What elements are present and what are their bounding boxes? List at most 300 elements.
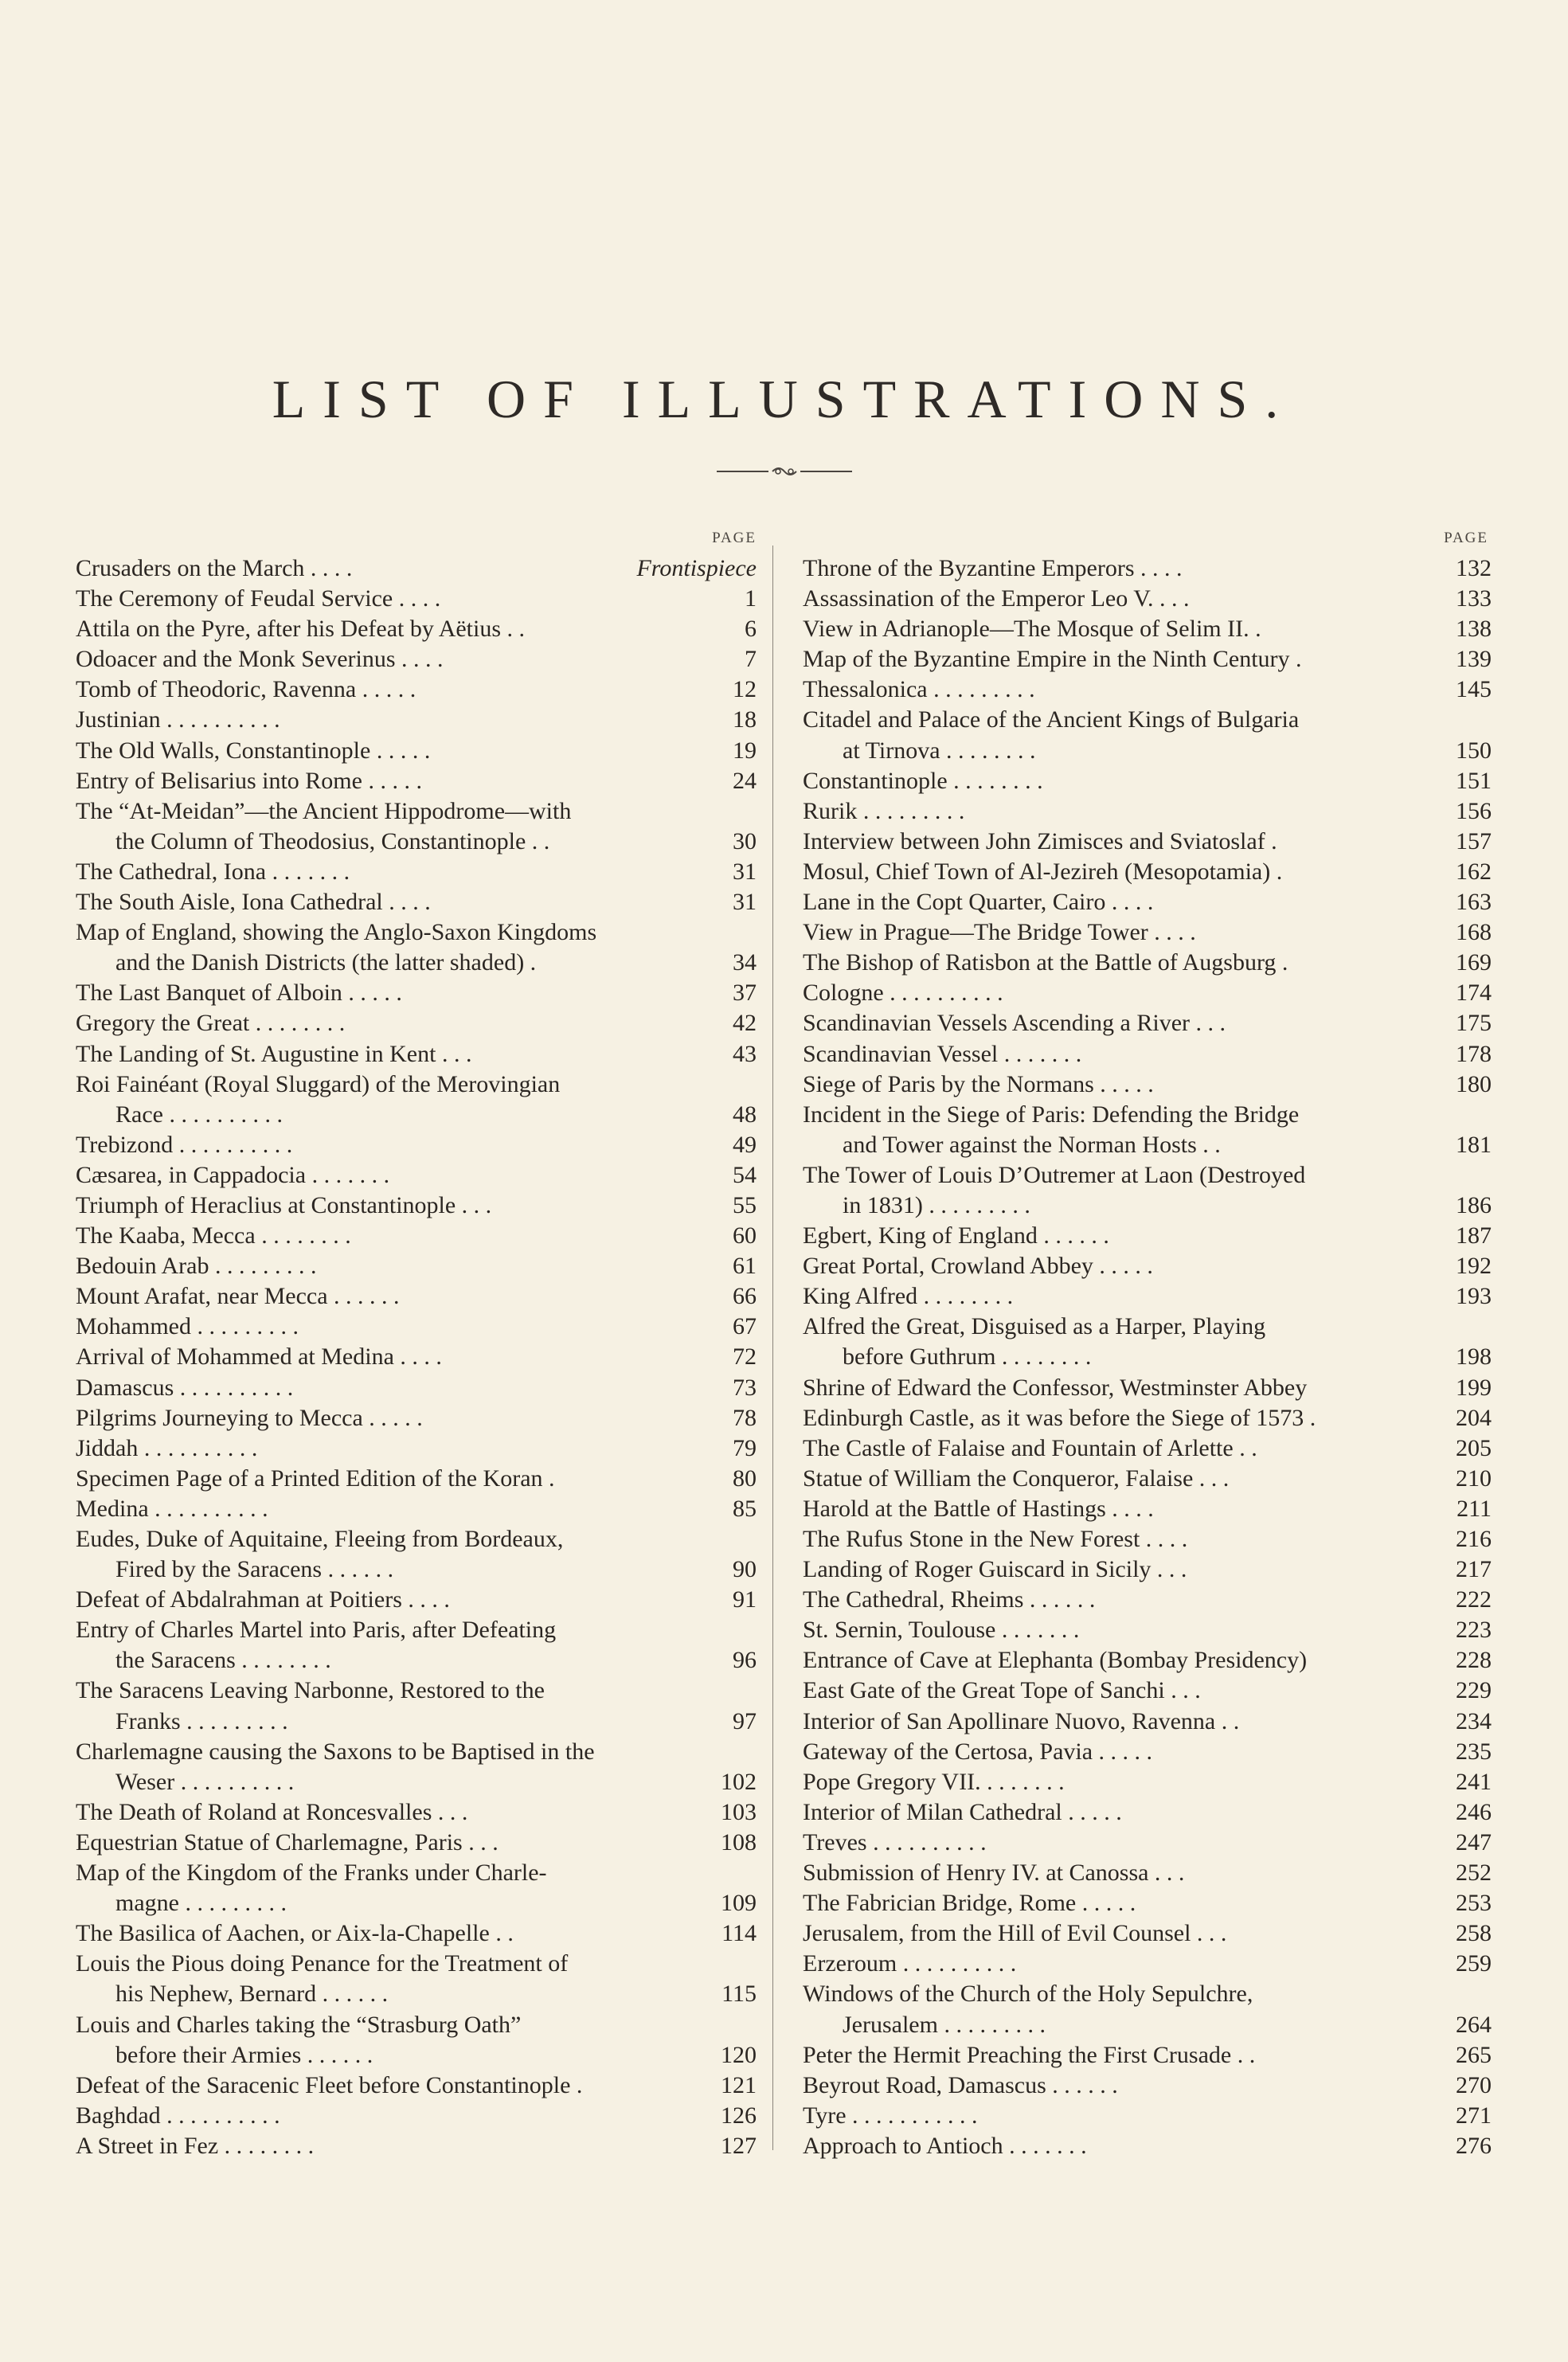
page-number: 223 [1456,1617,1492,1644]
illustration-title-line: Charlemagne causing the Saxons to be Baptised in the [76,1738,595,1765]
page-number: 168 [1456,919,1492,946]
page-number: 156 [1456,797,1492,824]
illustration-title [803,1828,1439,1858]
illustration-title [803,1373,1439,1403]
illustration-title [76,1312,704,1342]
illustration-title-continuation: Jerusalem . . . . . . . . . [843,2011,1046,2038]
page-number: 235 [1456,1738,1492,1765]
page-number: 7 [745,646,757,673]
page-number: 192 [1456,1253,1492,1280]
illustration-title [76,1281,704,1312]
list-item [803,1676,1492,1706]
list-item [76,1281,757,1312]
illustration-title-continuation: Fired by the Saracens . . . . . . [115,1556,394,1583]
page-number: 265 [1456,2041,1492,2068]
page-number: 210 [1456,1465,1492,1492]
illustration-title [803,1676,1439,1706]
illustration-title-line: The Cathedral, Rheims . . . . . . [803,1586,1096,1613]
illustration-title [803,766,1439,796]
illustration-title [76,1524,704,1585]
list-item [803,1888,1492,1918]
list-item [76,796,757,857]
list-item [803,1070,1492,1100]
illustration-title [76,1737,704,1797]
page-number: 127 [721,2132,757,2159]
illustration-title-line: King Alfred . . . . . . . . [803,1283,1014,1310]
page-number: 222 [1456,1586,1492,1613]
illustration-title [803,2040,1439,2071]
illustration-title [76,584,704,614]
illustration-title [803,1554,1439,1585]
illustration-title [803,1918,1439,1949]
page-number: 199 [1456,1374,1492,1401]
list-item [803,1707,1492,1737]
list-item [803,1645,1492,1676]
page-number: 61 [733,1253,757,1280]
illustration-title [803,2131,1439,2161]
illustration-title-line: The Basilica of Aachen, or Aix-la-Chapelle . . [76,1920,514,1947]
illustration-title-line: Medina . . . . . . . . . . [76,1495,268,1522]
illustration-title-line: View in Prague—The Bridge Tower . . . . [803,919,1196,946]
illustration-title [76,1342,704,1372]
page-number: 163 [1456,889,1492,916]
list-item [803,1221,1492,1251]
page-number: 115 [721,1981,757,2008]
illustration-title [803,1100,1439,1160]
list-item [803,948,1492,978]
illustration-title-continuation: Race . . . . . . . . . . [115,1101,283,1128]
illustration-title-line: Interior of Milan Cathedral . . . . . [803,1798,1122,1825]
page-number: 204 [1456,1404,1492,1431]
illustration-title [803,705,1439,765]
illustration-title-line: View in Adrianople—The Mosque of Selim II. . [803,616,1261,643]
list-item [803,1737,1492,1767]
illustration-title-continuation: the Saracens . . . . . . . . [115,1647,331,1674]
list-item [76,1312,757,1342]
illustration-title-line: Trebizond . . . . . . . . . . [76,1131,293,1158]
illustration-title [76,1403,704,1433]
illustration-title [803,584,1439,614]
illustration-title [76,1008,704,1038]
illustration-title-line: Attila on the Pyre, after his Defeat by Aëtius . . [76,616,526,643]
page-number: 270 [1456,2071,1492,2098]
list-item [803,1615,1492,1645]
page-number: 276 [1456,2132,1492,2159]
illustration-title [803,887,1439,917]
illustration-title-line: Entry of Belisarius into Rome . . . . . [76,767,422,794]
list-item [803,553,1492,584]
page-number: 79 [733,1434,757,1461]
list-item [803,1373,1492,1403]
illustration-title-continuation: and the Danish Districts (the latter shaded) . [115,949,537,976]
list-item [76,1008,757,1038]
illustration-title [803,1949,1439,1979]
illustration-title-line: Tomb of Theodoric, Ravenna . . . . . [76,676,416,703]
list-item [76,1858,757,1918]
illustration-title-line: Justinian . . . . . . . . . . [76,706,280,733]
illustration-title [803,1070,1439,1100]
illustration-title-line: Assassination of the Emperor Leo V. . . . [803,585,1190,612]
illustration-title-line: The Rufus Stone in the New Forest . . . . [803,1526,1188,1552]
list-item [803,1979,1492,2039]
list-item [76,1130,757,1160]
list-item [76,1221,757,1251]
page-number: 157 [1456,827,1492,854]
page-number: 108 [721,1828,757,1856]
illustration-title-line: The Landing of St. Augustine in Kent . . . [76,1040,472,1067]
illustration-title-line: Landing of Roger Guiscard in Sicily . . . [803,1556,1187,1583]
illustration-title-line: Mosul, Chief Town of Al-Jezireh (Mesopotamia) . [803,858,1283,885]
page-number: 72 [733,1343,757,1371]
illustration-title-line: Odoacer and the Monk Severinus . . . . [76,646,444,673]
page-number: 73 [733,1374,757,1401]
illustration-title-line: Scandinavian Vessels Ascending a River . . . [803,1010,1226,1037]
page-number: 178 [1456,1040,1492,1067]
list-item [803,1403,1492,1433]
list-item [803,614,1492,644]
list-item [803,1767,1492,1797]
page-number: 246 [1456,1798,1492,1825]
list-item [76,1433,757,1464]
page-number: 169 [1456,949,1492,976]
list-item [76,584,757,614]
page-number: 67 [733,1313,757,1340]
illustration-title-line: Cæsarea, in Cappadocia . . . . . . . [76,1161,390,1188]
illustration-title [803,1858,1439,1888]
page-number: 54 [733,1161,757,1188]
illustration-title [76,978,704,1008]
page-number: 78 [733,1404,757,1431]
list-item [803,1312,1492,1372]
page-number: 30 [733,827,757,854]
illustration-title [803,644,1439,675]
illustration-title-line: Mohammed . . . . . . . . . [76,1313,299,1340]
illustration-title [76,2071,704,2101]
list-item [803,1797,1492,1828]
page-number: 60 [733,1222,757,1249]
illustration-title [76,1160,704,1191]
page-number: 139 [1456,646,1492,673]
page-number: 85 [733,1495,757,1522]
list-item [803,1160,1492,1221]
page-number: 103 [721,1798,757,1825]
page-number: 126 [721,2102,757,2129]
page-number: 120 [721,2041,757,2068]
list-item [803,1554,1492,1585]
list-item [76,553,757,584]
illustration-title-line: East Gate of the Great Tope of Sanchi . . . [803,1677,1201,1704]
page-number: 12 [733,676,757,703]
page-number: 234 [1456,1707,1492,1734]
illustration-title-line: The Fabrician Bridge, Rome . . . . . [803,1890,1136,1917]
illustration-title [803,827,1439,857]
illustration-title [803,1585,1439,1615]
list-item [803,857,1492,887]
list-item [76,1373,757,1403]
illustration-title [803,1312,1439,1372]
page-number: 42 [733,1010,757,1037]
illustration-title-line: The Kaaba, Mecca . . . . . . . . [76,1222,351,1249]
illustration-title-continuation: before their Armies . . . . . . [115,2041,373,2068]
page-number: 55 [733,1191,757,1218]
illustration-title-line: Baghdad . . . . . . . . . . [76,2102,280,2129]
illustration-title-line: Submission of Henry IV. at Canossa . . . [803,1859,1185,1887]
illustration-title-continuation: magne . . . . . . . . . [115,1890,287,1917]
page-number: 138 [1456,616,1492,643]
illustration-title-line: Beyrout Road, Damascus . . . . . . [803,2071,1118,2098]
illustration-title-line: The Cathedral, Iona . . . . . . . [76,858,350,885]
list-item [76,978,757,1008]
illustration-title-line: Interview between John Zimisces and Sviatoslaf . [803,827,1277,854]
page-number: 132 [1456,555,1492,581]
illustration-title-line: Gregory the Great . . . . . . . . [76,1010,346,1037]
list-item [803,1464,1492,1494]
page-number: 180 [1456,1070,1492,1097]
illustration-title-line: Eudes, Duke of Aquitaine, Fleeing from Bordeaux, [76,1526,564,1552]
list-item [803,675,1492,705]
list-item [76,1160,757,1191]
list-item [76,1918,757,1949]
illustration-title-line: Cologne . . . . . . . . . . [803,980,1003,1007]
list-item [76,2010,757,2071]
page-number: 174 [1456,980,1492,1007]
illustration-title [76,796,704,857]
illustration-title [76,1130,704,1160]
list-item [76,2131,757,2161]
page-number: 133 [1456,585,1492,612]
illustration-title-continuation: the Column of Theodosius, Constantinople . . [115,827,550,854]
illustration-title [803,948,1439,978]
illustration-title-line: Crusaders on the March . . . . [76,555,353,581]
illustration-title-continuation: and Tower against the Norman Hosts . . [843,1131,1221,1158]
illustration-title-line: A Street in Fez . . . . . . . . [76,2132,315,2159]
list-item [803,1039,1492,1070]
page-number: 258 [1456,1920,1492,1947]
page-number: 145 [1456,676,1492,703]
illustration-title-line: Bedouin Arab . . . . . . . . . [76,1253,317,1280]
illustration-title-line: The Old Walls, Constantinople . . . . . [76,737,431,764]
page-number: 198 [1456,1343,1492,1371]
illustration-title [76,1494,704,1524]
illustration-title [803,675,1439,705]
illustration-title-line: Incident in the Siege of Paris: Defending the Bridge [803,1101,1300,1128]
list-item [803,644,1492,675]
page-number: 49 [733,1131,757,1158]
page-title: LIST OF ILLUSTRATIONS. [272,369,1296,429]
list-item [76,1524,757,1585]
page-number: 175 [1456,1010,1492,1037]
list-item [76,1494,757,1524]
page-number: 19 [733,737,757,764]
illustration-title-continuation: in 1831) . . . . . . . . . [843,1191,1030,1218]
illustration-title-line: Triumph of Heraclius at Constantinople . . . [76,1191,492,1218]
illustration-title-line: Entry of Charles Martel into Paris, after Defeating [76,1617,557,1644]
page-number: 193 [1456,1283,1492,1310]
list-item [76,1949,757,2009]
illustration-title [76,2101,704,2131]
illustration-title [76,1615,704,1676]
page-number: 211 [1457,1495,1492,1522]
illustration-title [803,1979,1439,2039]
illustration-title [803,1464,1439,1494]
right-column [803,530,1492,2161]
illustration-title [76,1585,704,1615]
illustration-title-line: Great Portal, Crowland Abbey . . . . . [803,1253,1153,1280]
list-item [76,1191,757,1221]
page-number: 252 [1456,1859,1492,1887]
page-number: 271 [1456,2102,1492,2129]
page-number: 90 [733,1556,757,1583]
page-number: 121 [721,2071,757,2098]
illustration-title-line: Gateway of the Certosa, Pavia . . . . . [803,1738,1153,1765]
illustration-title [803,1433,1439,1464]
page-number: 102 [721,1768,757,1795]
illustration-title-line: Thessalonica . . . . . . . . . [803,676,1035,703]
list-item [803,1828,1492,1858]
page-number: 109 [721,1890,757,1917]
page-number: 247 [1456,1828,1492,1856]
list-item [803,917,1492,948]
illustration-title [803,978,1439,1008]
illustration-title-line: Tyre . . . . . . . . . . . [803,2102,978,2129]
list-item [76,1342,757,1372]
illustration-title-line: Shrine of Edward the Confessor, Westminster Abbey [803,1374,1308,1401]
list-item [803,978,1492,1008]
list-item [76,675,757,705]
illustration-title-line: Harold at the Battle of Hastings . . . . [803,1495,1154,1522]
illustration-title-continuation: Franks . . . . . . . . . [115,1707,288,1734]
page-column-label: PAGE [1444,530,1488,546]
page-number: 114 [721,1920,757,1947]
illustration-title-line: Defeat of Abdalrahman at Poitiers . . . . [76,1586,450,1613]
illustration-title-line: Damascus . . . . . . . . . . [76,1374,294,1401]
illustration-title [803,1645,1439,1676]
illustration-title [803,1707,1439,1737]
illustration-title [76,644,704,675]
illustration-title [803,1281,1439,1312]
illustration-title-line: Statue of William the Conqueror, Falaise . . . [803,1465,1230,1492]
illustration-title [76,1828,704,1858]
list-item [803,584,1492,614]
list-item [76,1070,757,1130]
illustration-title [76,1373,704,1403]
page-number: 6 [745,616,757,643]
list-item [803,1524,1492,1554]
illustration-title-line: Egbert, King of England . . . . . . [803,1222,1109,1249]
illustration-title-line: The Castle of Falaise and Fountain of Arlette . . [803,1434,1257,1461]
list-item [76,1737,757,1797]
list-item [76,887,757,917]
illustration-title-continuation: his Nephew, Bernard . . . . . . [115,1981,389,2008]
illustration-title-line: Louis and Charles taking the “Strasburg Oath” [76,2011,522,2038]
illustration-title [76,1464,704,1494]
illustration-title-line: Pope Gregory VII. . . . . . . . [803,1768,1065,1795]
page-number: 18 [733,706,757,733]
illustration-title [76,1070,704,1130]
page-number: 43 [733,1040,757,1067]
illustration-title [76,2131,704,2161]
left-column [76,530,757,2161]
illustration-title [803,1524,1439,1554]
page-number: 187 [1456,1222,1492,1249]
illustration-title-line: Jerusalem, from the Hill of Evil Counsel . . . [803,1920,1227,1947]
illustration-title-line: Entrance of Cave at Elephanta (Bombay Presidency) [803,1647,1308,1674]
illustration-title-line: Interior of San Apollinare Nuovo, Ravenna . . [803,1707,1240,1734]
illustration-title [76,1251,704,1281]
ornament-rule [717,463,852,479]
illustration-title-line: Map of England, showing the Anglo-Saxon Kingdoms [76,919,597,946]
list-item [803,2040,1492,2071]
illustration-title [76,1433,704,1464]
list-item [803,1949,1492,1979]
illustration-title-line: Alfred the Great, Disguised as a Harper, Playing [803,1313,1266,1340]
page-number: 162 [1456,858,1492,885]
illustration-title-line: The Tower of Louis D’Outremer at Laon (Destroyed [803,1161,1306,1188]
illustration-title-line: Lane in the Copt Quarter, Cairo . . . . [803,889,1154,916]
page-number: 31 [733,858,757,885]
list-item [803,1918,1492,1949]
illustration-title [76,1221,704,1251]
illustration-title [76,675,704,705]
illustration-title-line: The “At-Meidan”—the Ancient Hippodrome—with [76,797,572,824]
illustration-title-continuation: before Guthrum . . . . . . . . [843,1343,1092,1371]
illustration-title-line: Erzeroum . . . . . . . . . . [803,1950,1017,1977]
list-item [76,1828,757,1858]
list-item [76,1039,757,1070]
page-number: 150 [1456,737,1492,764]
list-item [76,1615,757,1676]
illustration-title-line: Pilgrims Journeying to Mecca . . . . . [76,1404,423,1431]
page-number: 66 [733,1283,757,1310]
list-item [76,2101,757,2131]
illustration-title-line: Map of the Kingdom of the Franks under Charle- [76,1859,547,1887]
illustration-title-line: Treves . . . . . . . . . . [803,1828,987,1856]
page-number: 48 [733,1101,757,1128]
page-number: 97 [733,1707,757,1734]
illustration-title-line: Arrival of Mohammed at Medina . . . . [76,1343,442,1371]
page-number: 253 [1456,1890,1492,1917]
illustration-title-line: Citadel and Palace of the Ancient Kings of Bulgaria [803,706,1300,733]
illustration-title [76,766,704,796]
illustration-title [803,1615,1439,1645]
page-number: 229 [1456,1677,1492,1704]
list-item [76,1464,757,1494]
page-number: 1 [745,585,757,612]
illustration-title-line: Roi Fainéant (Royal Sluggard) of the Merovingian [76,1070,561,1097]
illustration-title [76,917,704,978]
list-item [76,857,757,887]
list-item [803,1008,1492,1038]
illustration-title [76,2010,704,2071]
page-number: 181 [1456,1131,1492,1158]
illustration-title [803,1221,1439,1251]
list-item [803,1585,1492,1615]
illustration-title-line: The Ceremony of Feudal Service . . . . [76,585,441,612]
illustration-title [803,1039,1439,1070]
illustration-title-continuation: at Tirnova . . . . . . . . [843,737,1036,764]
illustration-title [76,553,632,584]
illustration-title [803,614,1439,644]
page-number: 228 [1456,1647,1492,1674]
illustration-title [76,887,704,917]
list-item [76,2071,757,2101]
page-number: 96 [733,1647,757,1674]
illustration-title [803,1160,1439,1221]
page-number: 31 [733,889,757,916]
illustration-title [76,1797,704,1828]
illustration-title [803,1888,1439,1918]
illustration-title [803,796,1439,827]
